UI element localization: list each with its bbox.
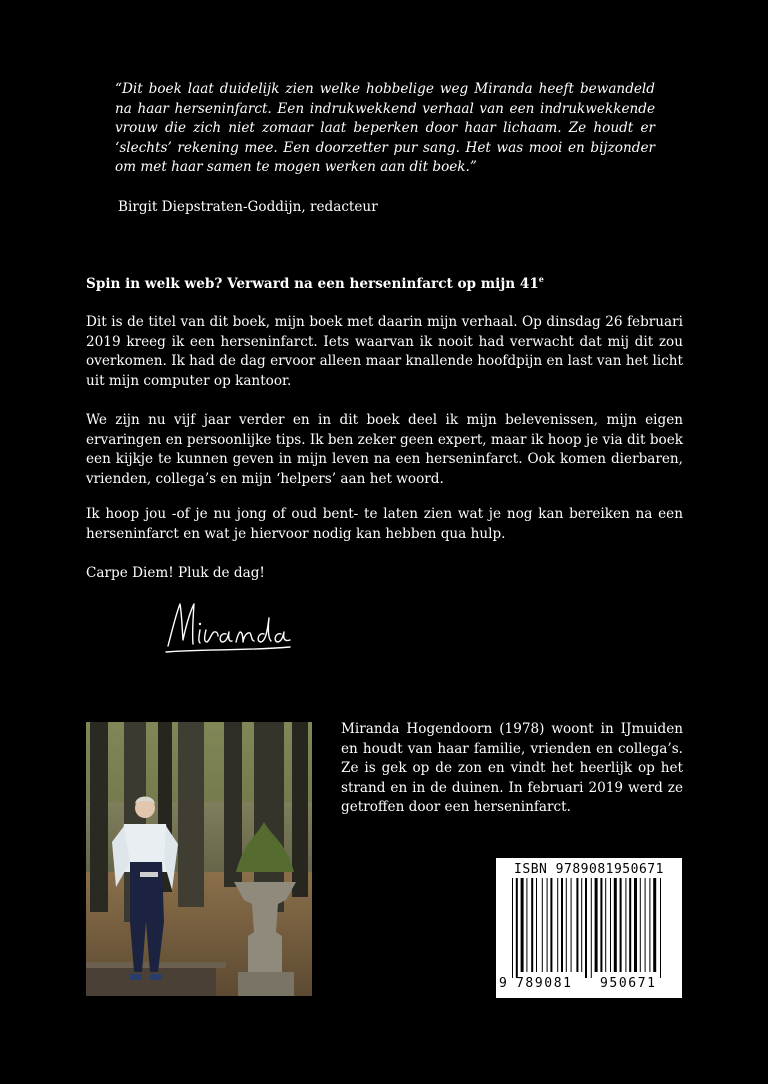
author-photo (86, 722, 312, 996)
paragraph-carpe-diem: Carpe Diem! Pluk de dag! (86, 565, 265, 581)
barcode-bar (653, 878, 656, 972)
isbn-group-left: 789081 (516, 976, 573, 991)
barcode-bar (547, 878, 548, 972)
barcode-bar (620, 878, 622, 972)
barcode-bar (536, 878, 537, 972)
barcode-bar (660, 878, 661, 978)
barcode-bar (526, 878, 527, 972)
barcode-bar (600, 878, 602, 972)
barcode-bar (566, 878, 567, 972)
barcode-bar (640, 878, 641, 972)
barcode-bar (531, 878, 533, 972)
barcode-bar (649, 878, 650, 972)
signature-drawing (162, 596, 302, 658)
paragraph-experiences: We zijn nu vijf jaar verder en in dit boek deel ik mijn belevenissen, mijn eigen ervaringen en persoonlijke tips. Ik ben zeker geen expert, maar ik hoop je via dit boek een kijkje te kunnen geven in mijn leven na een herseninfarct. Ook komen dierbaren, vrienden, collega’s en mijn ‘helpers’ aan het woord. (86, 412, 683, 487)
paragraph-intro: Dit is de titel van dit boek, mijn boek met daarin mijn verhaal. Op dinsdag 26 februari 2019 kreeg ik een herseninfarct. Iets waarvan ik nooit had verwacht dat mij dit zou overkomen. Ik had de dag ervoor alleen maar knallende hoofdpijn en last van het licht uit mijn computer op kantoor. (86, 314, 683, 389)
barcode-bar (576, 878, 578, 972)
heading-superscript: e (538, 274, 544, 284)
book-title-heading (86, 274, 544, 292)
barcode-bar (595, 878, 598, 972)
heading-text: Spin in welk web? Verward na een herseninfarct op mijn 41 (86, 276, 539, 292)
author-photo-illustration (86, 722, 312, 996)
barcode-bar (610, 878, 611, 972)
barcode-bar (542, 878, 543, 972)
barcode-bar (561, 878, 563, 972)
barcode-bar (614, 878, 617, 972)
barcode-bar (634, 878, 637, 972)
author-bio: Miranda Hogendoorn (1978) woont in IJmuiden en houdt van haar familie, vrienden en collega’s. Ze is gek op de zon en vindt het heerlijk op het strand en in de duinen. In februari 2019 werd ze getroffen door een herseninfarct. (341, 721, 683, 816)
isbn-barcode (496, 858, 682, 998)
author-signature (162, 596, 302, 658)
paragraph-hope: Ik hoop jou -of je nu jong of oud bent- te laten zien wat je nog kan bereiken na een herseninfarct en wat je hiervoor nodig kan hebben qua hulp. (86, 506, 683, 542)
isbn-group-right: 950671 (600, 976, 657, 991)
barcode-bar (521, 878, 524, 972)
barcode-bar (591, 878, 592, 978)
barcode-bar (550, 878, 552, 972)
barcode-bar (629, 878, 631, 972)
barcode-bar (585, 878, 587, 978)
barcode-bar (512, 878, 513, 978)
barcode-bar (625, 878, 626, 972)
isbn-label: ISBN 9789081950671 (514, 862, 664, 877)
barcode-bar (645, 878, 646, 972)
back-cover-quote: “Dit boek laat duidelijk zien welke hobbelige weg Miranda heeft bewandeld na haar herseninfarct. Een indrukwekkend verhaal van een indrukwekkende vrouw die zich niet zomaar laat beperken door haar lichaam. Ze houdt er ‘slechts’ rekening mee. Een doorzetter pur sang. Het was mooi en bijzonder om met haar samen te mogen werken aan dit boek.” (115, 81, 655, 176)
barcode-bar (571, 878, 572, 972)
barcode-bar (581, 878, 582, 972)
barcode-bar (605, 878, 606, 972)
barcode-bar (557, 878, 558, 972)
quote-author: Birgit Diepstraten-Goddijn, redacteur (118, 199, 378, 215)
isbn-digit-first: 9 (499, 976, 507, 991)
barcode-bar (516, 878, 518, 978)
